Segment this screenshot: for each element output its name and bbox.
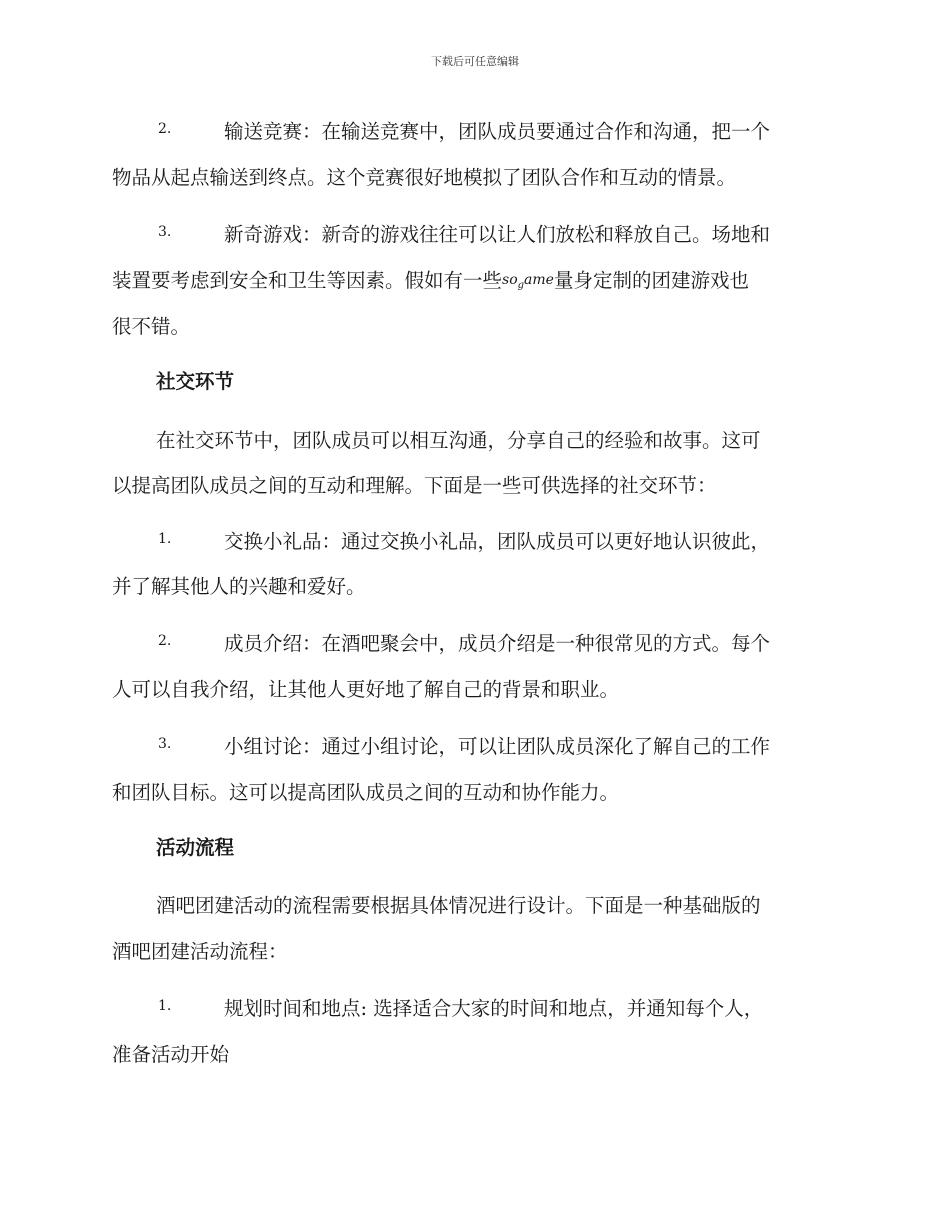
paragraph-line: 以提高团队成员之间的互动和理解。下面是一些可供选择的社交环节： [112, 474, 717, 497]
list-item-text: 准备活动开始 [112, 1043, 230, 1066]
math-subscript: g [517, 280, 525, 291]
list-number: 1. [158, 998, 172, 1014]
paragraph-line: 酒吧团建活动的流程需要根据具体情况进行设计。下面是一种基础版的 [156, 894, 761, 917]
list-number: 3. [158, 736, 172, 752]
list-item-text: 成员介绍：在酒吧聚会中，成员介绍是一种很常见的方式。每个 [224, 632, 771, 655]
list-item-text: 物品从起点输送到终点。这个竞赛很好地模拟了团队合作和互动的情景。 [112, 166, 737, 189]
paragraph-line: 酒吧团建活动流程： [112, 940, 288, 963]
paragraph-line: 在社交环节中，团队成员可以相互沟通，分享自己的经验和故事。这可 [156, 429, 761, 452]
list-item-text [112, 265, 749, 293]
text-span: 量身定制的团建游戏也 [553, 269, 749, 292]
text-span: 装置要考虑到安全和卫生等因素。假如有一些 [112, 269, 503, 292]
list-item-text: 新奇游戏：新奇的游戏往往可以让人们放松和释放自己。场地和 [224, 223, 771, 246]
list-number: 1. [158, 531, 172, 547]
section-heading: 活动流程 [156, 836, 235, 859]
section-heading: 社交环节 [156, 370, 235, 393]
list-item-text: 人可以自我介绍，让其他人更好地了解自己的背景和职业。 [112, 678, 620, 701]
list-item-text: 很不错。 [112, 315, 191, 338]
list-item-text: 输送竞赛：在输送竞赛中，团队成员要通过合作和沟通，把一个 [224, 120, 771, 143]
list-number: 2. [158, 121, 172, 137]
list-item-text: 小组讨论：通过小组讨论，可以让团队成员深化了解自己的工作 [224, 735, 771, 758]
list-number: 2. [158, 633, 172, 649]
list-item-text: 并了解其他人的兴趣和爱好。 [112, 575, 366, 598]
math-text: so [502, 272, 518, 288]
math-text: ame [524, 272, 554, 288]
list-number: 3. [158, 224, 172, 240]
page-header: 下载后可任意编辑 [431, 55, 519, 68]
list-item-text: 交换小礼品：通过交换小礼品，团队成员可以更好地认识彼此， [224, 530, 771, 553]
list-item-text: 和团队目标。这可以提高团队成员之间的互动和协作能力。 [112, 781, 620, 804]
list-item-text: 规划时间和地点: 选择适合大家的时间和地点，并通知每个人， [224, 997, 764, 1020]
